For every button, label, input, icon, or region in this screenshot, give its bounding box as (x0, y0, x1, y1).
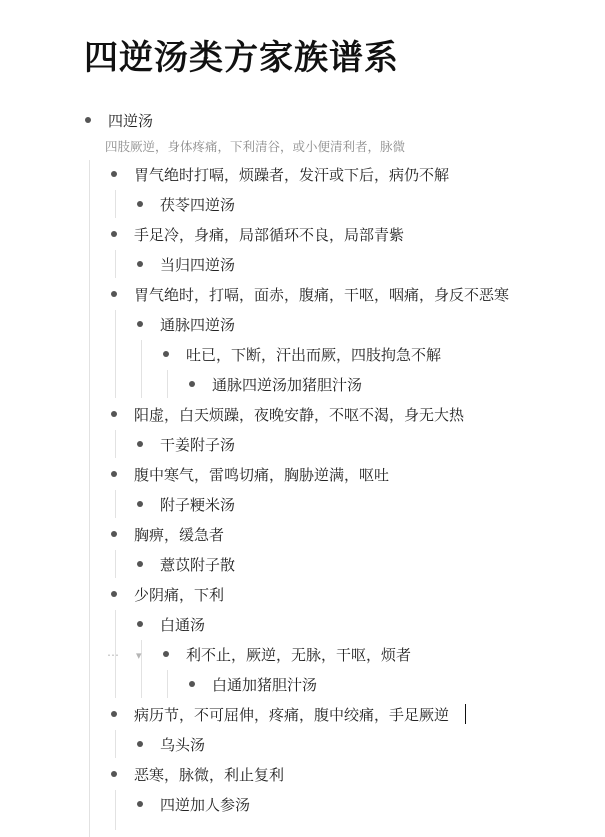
list-item[interactable] (137, 429, 235, 459)
item-text: 恶寒，脉微，利止复利 (134, 765, 285, 784)
item-text: 干姜附子汤 (160, 435, 236, 454)
item-text: 胸痹，缓急者 (134, 525, 225, 544)
list-item[interactable] (137, 489, 235, 519)
bullet-icon (137, 501, 143, 507)
bullet-icon (137, 561, 143, 567)
bullet-icon (137, 741, 143, 747)
indent-guide (167, 370, 168, 398)
list-item[interactable] (111, 399, 464, 429)
item-text: 通脉四逆汤加猪胆汁汤 (212, 375, 363, 394)
item-text: 白通汤 (160, 615, 206, 634)
item-text: 胃气绝时打嗝，烦躁者，发汗或下后，病仍不解 (134, 165, 450, 184)
page-title: 四逆汤类方家族谱系 (84, 38, 399, 78)
list-item[interactable] (85, 105, 153, 135)
list-item[interactable] (137, 549, 235, 579)
bullet-icon (137, 441, 143, 447)
bullet-icon (163, 651, 169, 657)
item-text: 乌头汤 (160, 735, 206, 754)
list-item[interactable] (137, 249, 235, 279)
bullet-icon (137, 261, 143, 267)
list-item[interactable] (111, 699, 449, 729)
list-item[interactable] (111, 159, 449, 189)
list-item[interactable] (111, 579, 224, 609)
indent-guide (115, 790, 116, 830)
indent-guide (167, 670, 168, 698)
list-item[interactable] (137, 729, 205, 759)
list-item[interactable] (189, 669, 317, 699)
drag-handle-icon[interactable]: ⋯ (107, 648, 119, 662)
item-text: 茯苓四逆汤 (160, 195, 236, 214)
bullet-icon (111, 591, 117, 597)
bullet-icon (111, 771, 117, 777)
indent-guide (141, 340, 142, 398)
bullet-icon (137, 201, 143, 207)
item-text: 四逆汤 (108, 111, 154, 130)
list-item[interactable] (137, 789, 250, 819)
item-text: 病历节，不可屈伸，疼痛，腹中绞痛，手足厥逆 (134, 705, 450, 724)
list-item[interactable] (189, 369, 362, 399)
bullet-icon (111, 291, 117, 297)
item-text: 附子粳米汤 (160, 495, 236, 514)
list-item[interactable] (111, 759, 284, 789)
indent-guide (89, 160, 90, 837)
item-text: 白通加猪胆汁汤 (212, 675, 318, 694)
indent-guide (115, 250, 116, 278)
bullet-icon (163, 351, 169, 357)
list-item[interactable] (137, 609, 205, 639)
item-note: 四肢厥逆，身体疼痛，下利清谷，或小便清利者，脉微 (105, 139, 406, 154)
bullet-icon (189, 381, 195, 387)
item-text: 当归四逆汤 (160, 255, 236, 274)
item-text: 利不止，厥逆，无脉，干呕，烦者 (186, 645, 412, 664)
item-text: 四逆加人参汤 (160, 795, 251, 814)
bullet-icon (137, 801, 143, 807)
item-text: 手足冷，身痛，局部循环不良，局部青紫 (134, 225, 405, 244)
bullet-icon (137, 321, 143, 327)
bullet-icon (111, 711, 117, 717)
item-text: 胃气绝时，打嗝，面赤，腹痛，干呕，咽痛，身反不恶寒 (134, 285, 510, 304)
item-text: 腹中寒气，雷鸣切痛，胸胁逆满，呕吐 (134, 465, 390, 484)
collapse-toggle-icon[interactable]: ▾ (136, 648, 142, 662)
bullet-icon (111, 471, 117, 477)
item-text: 阳虚，白天烦躁，夜晚安静，不呕不渴，身无大热 (134, 405, 465, 424)
list-item[interactable] (111, 219, 404, 249)
item-text: 吐已，下断，汗出而厥，四肢拘急不解 (186, 345, 442, 364)
list-item[interactable] (111, 279, 509, 309)
indent-guide (115, 550, 116, 578)
item-text: 通脉四逆汤 (160, 315, 236, 334)
indent-guide (115, 310, 116, 398)
list-item[interactable] (137, 309, 235, 339)
bullet-icon (137, 621, 143, 627)
list-item[interactable] (111, 459, 389, 489)
bullet-icon (111, 231, 117, 237)
list-item[interactable] (111, 519, 224, 549)
bullet-icon (111, 411, 117, 417)
list-item[interactable] (163, 339, 441, 369)
list-item[interactable] (163, 639, 411, 669)
item-text: 少阴痛，下利 (134, 585, 225, 604)
indent-guide (115, 490, 116, 518)
item-text: 薏苡附子散 (160, 555, 236, 574)
bullet-icon (189, 681, 195, 687)
indent-guide (115, 730, 116, 758)
bullet-icon (111, 171, 117, 177)
list-item[interactable] (137, 189, 235, 219)
indent-guide (115, 190, 116, 218)
bullet-icon (85, 117, 91, 123)
indent-guide (115, 430, 116, 458)
text-cursor (465, 704, 466, 724)
bullet-icon (111, 531, 117, 537)
